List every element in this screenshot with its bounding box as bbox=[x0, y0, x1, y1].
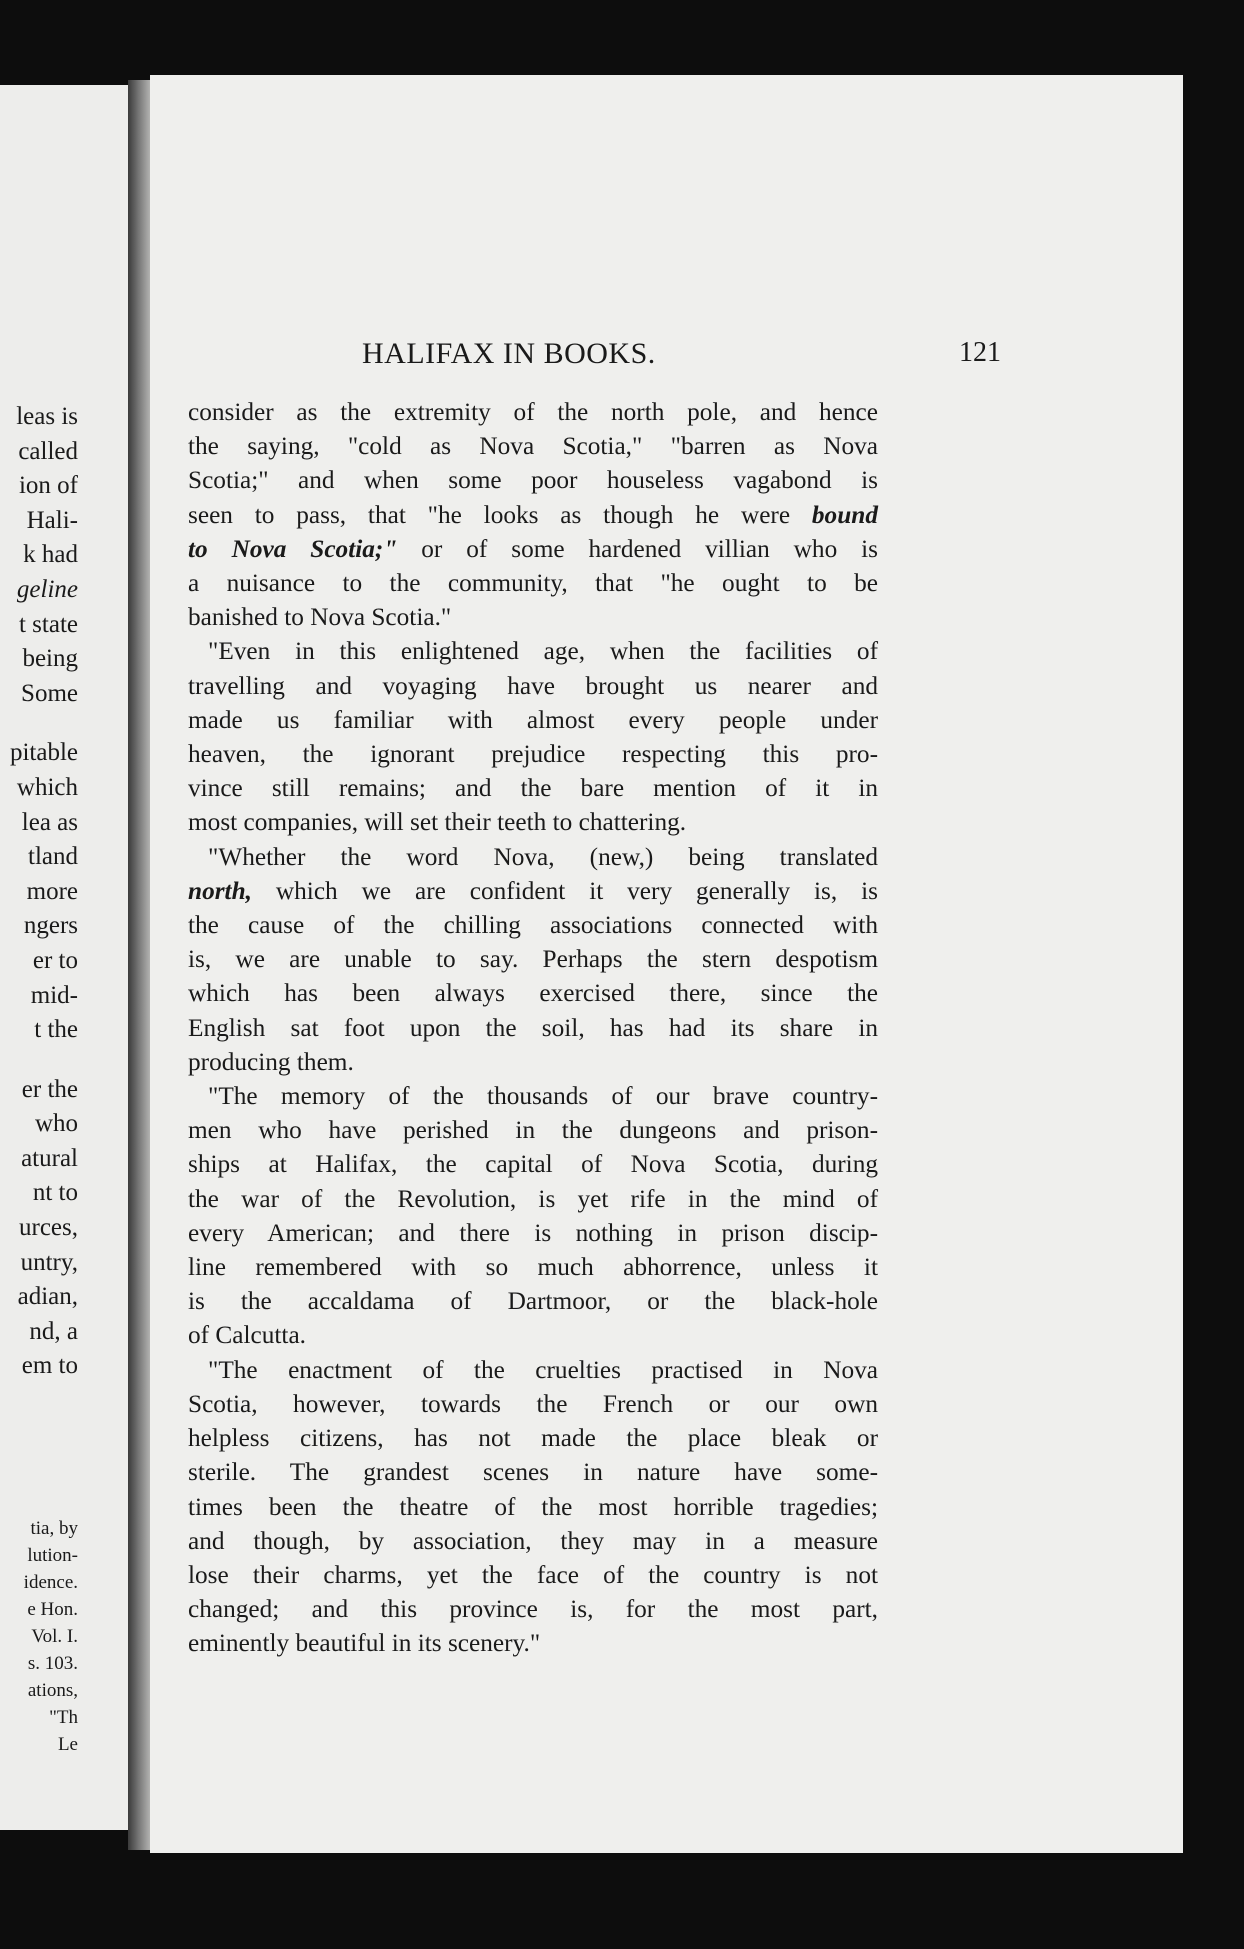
left-line: more bbox=[26, 877, 78, 905]
text-line: is, we are unable to say. Perhaps the stern despotism bbox=[188, 945, 878, 974]
left-line: er the bbox=[21, 1075, 78, 1103]
left-line: called bbox=[18, 437, 78, 465]
left-line: tland bbox=[28, 843, 78, 871]
footnote-line: tia, by bbox=[30, 1518, 78, 1539]
paragraph bbox=[188, 395, 878, 634]
footnote-line: Le bbox=[57, 1734, 78, 1755]
right-page bbox=[150, 75, 1183, 1853]
left-line: Some bbox=[21, 679, 78, 707]
footnote-line: lution- bbox=[27, 1545, 78, 1566]
italic-emphasis: to Nova Scotia;" bbox=[188, 534, 398, 563]
left-line: ion of bbox=[18, 472, 78, 500]
left-line: being bbox=[22, 645, 78, 673]
left-line: nt to bbox=[32, 1179, 78, 1207]
left-page-text bbox=[0, 400, 78, 1384]
left-line: geline bbox=[16, 575, 78, 603]
text-line: every American; and there is nothing in prison discip- bbox=[188, 1218, 878, 1247]
left-line: em to bbox=[21, 1352, 78, 1380]
running-head bbox=[150, 337, 1183, 377]
left-line: Hali- bbox=[26, 506, 78, 534]
left-line: who bbox=[34, 1110, 78, 1138]
body-text bbox=[188, 395, 878, 1661]
left-page-fragment bbox=[0, 85, 130, 1830]
left-line: atural bbox=[21, 1144, 78, 1172]
footnote-line: ations, bbox=[27, 1680, 78, 1701]
running-head-title: HALIFAX IN BOOKS. bbox=[362, 337, 656, 370]
text-line: travelling and voyaging have brought us nearer and bbox=[188, 671, 878, 700]
text-line: men who have perished in the dungeons and prison- bbox=[188, 1116, 878, 1145]
text-line: line remembered with so much abhorrence, unless it bbox=[188, 1253, 878, 1282]
text-line: "The memory of the thousands of our brave country- bbox=[208, 1082, 878, 1111]
text-line: made us familiar with almost every people under bbox=[188, 705, 878, 734]
text-line: "The enactment of the cruelties practised in Nova bbox=[208, 1355, 878, 1384]
paragraph bbox=[188, 1079, 878, 1353]
italic-emphasis: north, bbox=[188, 876, 252, 905]
text-line: is the accaldama of Dartmoor, or the black-hole bbox=[188, 1287, 878, 1316]
paragraph-gap bbox=[0, 1048, 78, 1073]
text-line: changed; and this province is, for the most part, bbox=[188, 1595, 878, 1624]
text-line: vince still remains; and the bare mention of it in bbox=[188, 774, 878, 803]
paragraph bbox=[188, 634, 878, 839]
page-number: 121 bbox=[959, 337, 1001, 368]
text-line: the war of the Revolution, is yet rife in the mind of bbox=[188, 1184, 878, 1213]
text-line: Scotia, however, towards the French or our own bbox=[188, 1389, 878, 1418]
footnote-line: idence. bbox=[23, 1572, 78, 1593]
text-line: English sat foot upon the soil, has had its share in bbox=[188, 1013, 878, 1042]
text-line: of Calcutta. bbox=[188, 1321, 307, 1350]
left-line: pitable bbox=[9, 739, 78, 767]
text-line: north, which we are confident it very generally is, is bbox=[188, 876, 878, 905]
left-line: nd, a bbox=[29, 1317, 78, 1345]
text-line: helpless citizens, has not made the place bleak or bbox=[188, 1424, 878, 1453]
left-line: urces, bbox=[19, 1214, 78, 1242]
text-line: lose their charms, yet the face of the country is not bbox=[188, 1560, 878, 1589]
footnote-line: e Hon. bbox=[27, 1599, 78, 1620]
text-line: times been the theatre of the most horrible tragedies; bbox=[188, 1492, 878, 1521]
left-line: lea as bbox=[21, 808, 78, 836]
text-line: ships at Halifax, the capital of Nova Scotia, during bbox=[188, 1150, 878, 1179]
paragraph bbox=[188, 1353, 878, 1661]
left-line: ngers bbox=[23, 912, 78, 940]
text-line: Scotia;" and when some poor houseless vagabond is bbox=[188, 466, 878, 495]
book-gutter bbox=[128, 80, 152, 1850]
text-line: seen to pass, that "he looks as though he were bound bbox=[188, 500, 878, 529]
text-line: a nuisance to the community, that "he ought to be bbox=[188, 569, 878, 598]
left-line: t state bbox=[18, 610, 78, 638]
left-line: untry, bbox=[20, 1248, 78, 1276]
paragraph-gap bbox=[0, 711, 78, 736]
text-line: "Whether the word Nova, (new,) being translated bbox=[208, 842, 878, 871]
text-line: consider as the extremity of the north pole, and hence bbox=[188, 398, 878, 426]
text-line: and though, by association, they may in a measure bbox=[188, 1526, 878, 1555]
text-line: most companies, will set their teeth to chattering. bbox=[188, 808, 687, 837]
left-line: leas is bbox=[16, 403, 78, 430]
left-page-footnotes bbox=[0, 1515, 78, 1758]
left-line: mid- bbox=[30, 981, 78, 1009]
text-line: to Nova Scotia;" or of some hardened villian who is bbox=[188, 534, 878, 563]
text-line: which has been always exercised there, since the bbox=[188, 979, 878, 1008]
text-line: sterile. The grandest scenes in nature have some- bbox=[188, 1458, 878, 1487]
footnote-line: "Th bbox=[49, 1707, 78, 1728]
left-line: t the bbox=[34, 1016, 78, 1044]
text-line: producing them. bbox=[188, 1047, 354, 1076]
text-line: the cause of the chilling associations connected with bbox=[188, 911, 878, 940]
footnote-line: Vol. I. bbox=[31, 1626, 78, 1647]
text-line: "Even in this enlightened age, when the facilities of bbox=[208, 637, 878, 666]
left-line: k had bbox=[23, 541, 78, 569]
left-line: which bbox=[16, 773, 78, 801]
text-line: eminently beautiful in its scenery." bbox=[188, 1629, 541, 1658]
left-line: adian, bbox=[17, 1283, 78, 1311]
text-line: the saying, "cold as Nova Scotia," "barren as Nova bbox=[188, 432, 878, 461]
left-line: er to bbox=[32, 946, 78, 974]
footnote-line: s. 103. bbox=[27, 1653, 78, 1674]
paragraph bbox=[188, 840, 878, 1079]
text-line: heaven, the ignorant prejudice respecting this pro- bbox=[188, 740, 878, 769]
text-line: banished to Nova Scotia." bbox=[188, 603, 452, 632]
italic-emphasis: bound bbox=[811, 500, 878, 529]
